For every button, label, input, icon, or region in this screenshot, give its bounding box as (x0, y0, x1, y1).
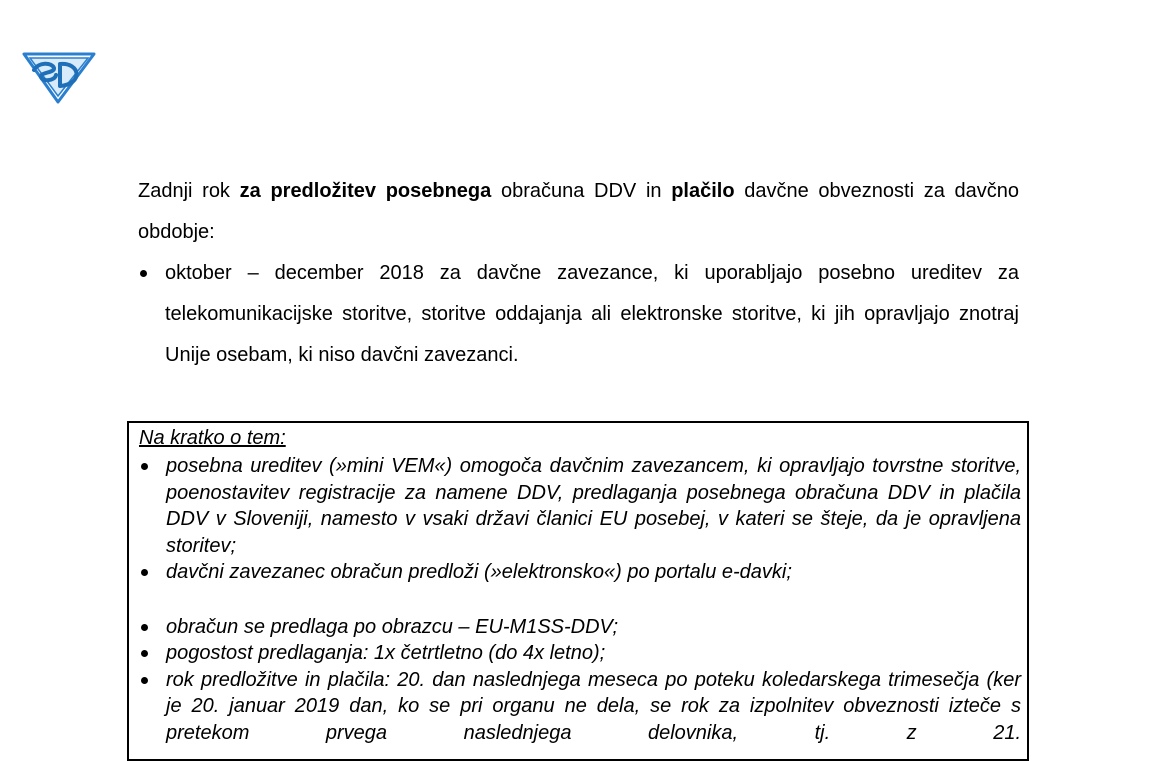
list-item: rok predložitve in plačila: 20. dan naslednjega meseca po poteku koledarskega trimesečja (ker je 20. januar 2019 dan, ko se pri organu ne dela, se rok za izpolnitev obveznosti izteče s pretekom prvega naslednjega delovnika, tj. z 21. (139, 667, 1021, 747)
intro-list (138, 253, 1019, 376)
list-item: obračun se predlaga po obrazcu – EU-M1SS-DDV; (139, 614, 1021, 641)
sd-shield-logo-icon (22, 48, 96, 104)
list-item: posebna ureditev (»mini VEM«) omogoča davčnim zavezancem, ki opravljajo tovrstne storitve, poenostavitev registracije za namene DDV, predlaganja posebnega obračuna DDV in plačila DDV v Sloveniji, namesto v vsaki državi članici EU posebej, v kateri se šteje, da je opravljena storitev; (139, 453, 1021, 559)
summary-box (127, 421, 1029, 761)
list-item: oktober – december 2018 za davčne zavezance, ki uporabljajo posebno ureditev za telekomunikacijske storitve, storitve oddajanja ali elektronske storitve, ki jih opravljajo znotraj Unije osebam, ki niso davčni zavezanci. (138, 253, 1019, 376)
list-item: pogostost predlaganja: 1x četrtletno (do 4x letno); (139, 640, 1021, 667)
list-item: davčni zavezanec obračun predloži (»elektronsko«) po portalu e-davki; (139, 559, 1021, 586)
summary-heading: Na kratko o tem: (139, 427, 286, 449)
summary-list (139, 453, 1021, 746)
intro-paragraph: Zadnji rok za predložitev posebnega obračuna DDV in plačilo davčne obveznosti za davčno obdobje: (138, 180, 1020, 243)
